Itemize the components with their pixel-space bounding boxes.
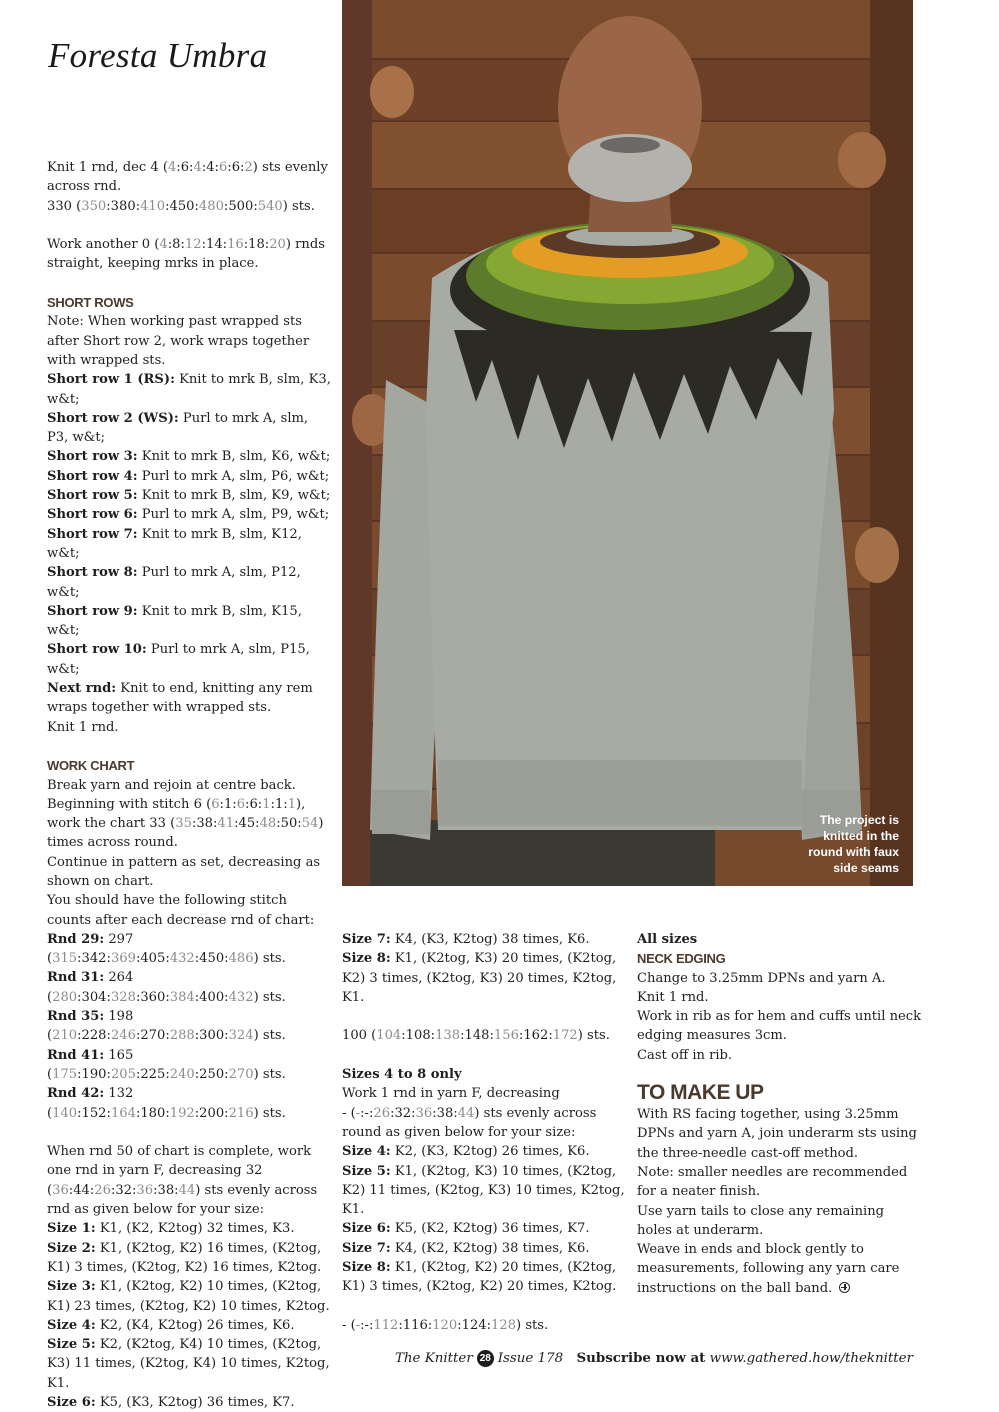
alt-size-value: 192 <box>169 1105 195 1121</box>
text-line: Next rnd: Knit to end, knitting any rem wraps together with wrapped sts. <box>47 681 313 716</box>
page-number: 28 <box>477 1350 494 1367</box>
alt-size-value: 1 <box>287 796 297 812</box>
intro-block <box>47 158 332 216</box>
short-rows-block <box>47 312 332 737</box>
stitch-count-2 <box>342 1316 627 1335</box>
text-line: Note: When working past wrapped sts after Short row 2, work wraps together with wrapped sts. <box>47 314 310 368</box>
text-line: Break yarn and rejoin at centre back. <box>47 777 296 793</box>
bold-label: Short row 10: <box>47 642 147 658</box>
bold-label: Size 4: <box>47 1317 96 1333</box>
text-line: Short row 1 (RS): Knit to mrk B, slm, K3, w&t; <box>47 372 331 407</box>
text-line: Size 3: K1, (K2tog, K2) 10 times, (K2tog, K1) 23 times, (K2tog, K2) 10 times, K2tog. <box>47 1279 330 1314</box>
text-line: - (-:-:112:116:120:124:128) sts. <box>342 1317 549 1333</box>
text-line: Size 4: K2, (K3, K2tog) 26 times, K6. <box>342 1144 590 1160</box>
alt-size-value: 6 <box>211 796 220 812</box>
alt-size-value: 246 <box>110 1028 136 1044</box>
text-line: Short row 9: Knit to mrk B, slm, K15, w&t; <box>47 603 302 639</box>
text-line: You should have the following stitch counts after each decrease rnd of chart: <box>47 893 315 928</box>
bold-label: Size 5: <box>47 1337 96 1353</box>
bold-label: Size 6: <box>342 1221 391 1237</box>
text-line: Work in rib as for hem and cuffs until neck edging measures 3cm. <box>637 1009 922 1044</box>
bold-label: Rnd 31: <box>47 970 105 986</box>
alt-size-value: 140 <box>52 1105 78 1121</box>
alt-size-value: 384 <box>169 989 195 1005</box>
alt-size-value: 44 <box>178 1182 196 1198</box>
bold-label: Size 8: <box>342 951 391 967</box>
bold-label: Rnd 29: <box>47 931 105 947</box>
sweater-photo-illustration <box>342 0 913 886</box>
text-line: Rnd 42: 132 (140:152:164:180:192:200:216) sts. <box>47 1086 286 1121</box>
alt-size-value: 540 <box>257 198 283 214</box>
alt-size-value: 432 <box>228 989 254 1005</box>
alt-size-value: 128 <box>491 1317 517 1333</box>
bold-label: Next rnd: <box>47 681 117 697</box>
text-line: 100 (104:108:138:148:156:162:172) sts. <box>342 1028 610 1044</box>
intro-block-2 <box>47 235 332 274</box>
bold-label: Size 3: <box>47 1279 96 1295</box>
text-line: Short row 2 (WS): Purl to mrk A, slm, P3, w&t; <box>47 410 309 446</box>
bold-label: Short row 1 (RS): <box>47 372 175 388</box>
text-line: Size 6: K5, (K2, K2tog) 36 times, K7. <box>342 1221 590 1237</box>
text-line: Note: smaller needles are recommended for a neater finish. <box>637 1164 908 1200</box>
stitch-count-1 <box>342 1026 627 1045</box>
alt-size-value: 328 <box>110 989 136 1005</box>
text-line: - (-:-:26:32:36:38:44) sts evenly across round as given below for your size: <box>342 1105 597 1140</box>
bold-label: Short row 8: <box>47 565 138 581</box>
column-2 <box>342 930 627 1335</box>
alt-size-value: - <box>355 1317 361 1333</box>
bold-label: Size 5: <box>342 1163 391 1179</box>
text-line: Rnd 35: 198 (210:228:246:270:288:300:324) sts. <box>47 1009 286 1044</box>
text-line: Work 1 rnd in yarn F, decreasing <box>342 1086 560 1102</box>
alt-size-value: 26 <box>373 1105 391 1121</box>
photo-caption: The project is knitted in the round with faux side seams <box>808 813 899 875</box>
alt-size-value: 164 <box>110 1105 136 1121</box>
footer-subscribe <box>576 1350 913 1366</box>
bold-label: Size 2: <box>47 1240 96 1256</box>
bold-label: Size 8: <box>342 1260 391 1276</box>
alt-size-value: 20 <box>269 237 286 253</box>
alt-size-value: 35 <box>175 816 192 832</box>
bold-label: Rnd 41: <box>47 1047 105 1063</box>
bold-label: Short row 3: <box>47 449 138 465</box>
column-3 <box>637 930 922 1298</box>
alt-size-value: 26 <box>94 1182 111 1198</box>
text-line: Size 7: K4, (K2, K2tog) 38 times, K6. <box>342 1240 590 1256</box>
alt-size-value: 16 <box>227 237 244 253</box>
text-line: Work another 0 (4:8:12:14:16:18:20) rnds straight, keeping mrks in place. <box>47 237 325 272</box>
alt-size-value: 324 <box>228 1028 254 1044</box>
alt-size-value: 6 <box>218 160 228 175</box>
alt-size-value: 288 <box>169 1028 195 1044</box>
alt-size-value: 205 <box>110 1066 136 1082</box>
alt-size-value: 240 <box>169 1066 195 1082</box>
text-line: Rnd 29: 297 (315:342:369:405:432:450:486) sts. <box>47 931 286 967</box>
text-line: Knit 1 rnd. <box>47 719 119 735</box>
text-line: Short row 8: Purl to mrk A, slm, P12, w&t; <box>47 565 301 600</box>
alt-size-value: 120 <box>432 1317 458 1333</box>
text-line: Size 7: K4, (K3, K2tog) 38 times, K6. <box>342 932 590 947</box>
alt-size-value: 6 <box>236 796 246 812</box>
alt-size-value: 112 <box>373 1317 399 1333</box>
alt-size-value: 36 <box>136 1182 154 1198</box>
text-line: Short row 6: Purl to mrk A, slm, P9, w&t; <box>47 507 330 523</box>
alt-size-value: 270 <box>228 1066 254 1082</box>
bold-label: Short row 2 (WS): <box>47 410 179 426</box>
sizes-4-8-heading: Sizes 4 to 8 only <box>342 1067 462 1083</box>
article-title: Foresta Umbra <box>48 36 268 75</box>
alt-size-value: 210 <box>52 1028 78 1044</box>
text-line: Size 4: K2, (K4, K2tog) 26 times, K6. <box>47 1317 295 1333</box>
alt-size-value: 44 <box>457 1105 475 1121</box>
text-line: Use yarn tails to close any remaining holes at underarm. <box>637 1203 885 1238</box>
text-line: With RS facing together, using 3.25mm DPNs and yarn A, join underarm sts using the three-needle cast-off method. <box>637 1107 917 1161</box>
text-line: Short row 7: Knit to mrk B, slm, K12, w&t; <box>47 526 302 561</box>
text-line: Size 6: K5, (K3, K2tog) 36 times, K7. <box>47 1395 295 1410</box>
alt-size-value: 175 <box>52 1066 78 1082</box>
alt-size-value: 138 <box>435 1028 461 1044</box>
section-heading-short-rows: SHORT ROWS <box>47 295 134 311</box>
text-line: Size 8: K1, (K2tog, K3) 20 times, (K2tog, K2) 3 times, (K2tog, K3) 20 times, K2tog, K1. <box>342 951 617 1005</box>
alt-size-value: 36 <box>415 1105 433 1121</box>
work-chart-block <box>47 776 332 1123</box>
text-line: Short row 5: Knit to mrk B, slm, K9, w&t; <box>47 488 331 504</box>
text-line: Size 1: K1, (K2, K2tog) 32 times, K3. <box>47 1221 295 1237</box>
alt-size-value: - <box>355 1105 361 1121</box>
text-line: Change to 3.25mm DPNs and yarn A. <box>637 970 886 986</box>
alt-size-value: 48 <box>259 816 277 832</box>
subscribe-link[interactable]: www.gathered.how/theknitter <box>709 1351 913 1366</box>
alt-size-value: 41 <box>217 816 235 832</box>
footer-page-info <box>395 1350 563 1367</box>
column-1 <box>47 158 332 1412</box>
section-heading-neck-edging: NECK EDGING <box>637 951 726 967</box>
alt-size-value: 280 <box>52 989 78 1005</box>
alt-size-value: 104 <box>376 1028 402 1044</box>
text-line: Weave in ends and block gently to measurements, following any yarn care instructions on the ball band. <box>637 1242 900 1296</box>
alt-size-value: 315 <box>52 951 78 967</box>
alt-size-value: 36 <box>52 1182 69 1198</box>
bold-label: Short row 5: <box>47 488 138 504</box>
bold-label: Short row 9: <box>47 603 138 619</box>
subscribe-label: Subscribe now at <box>576 1350 706 1366</box>
bold-label: Size 1: <box>47 1221 96 1237</box>
text-line: Rnd 31: 264 (280:304:328:360:384:400:432) sts. <box>47 970 286 1005</box>
neck-edging-block <box>637 969 922 1065</box>
text-line: Knit 1 rnd. <box>637 989 709 1005</box>
text-line: Short row 10: Purl to mrk A, slm, P15, w&t; <box>47 642 310 677</box>
alt-size-value: 369 <box>110 951 136 967</box>
alt-size-value: 54 <box>301 816 319 832</box>
alt-size-value: 410 <box>140 198 166 214</box>
sizes-4-8-block <box>342 1084 627 1296</box>
rnd50-block <box>47 1142 332 1412</box>
text-line: Short row 4: Purl to mrk A, slm, P6, w&t; <box>47 468 330 484</box>
alt-size-value: 1 <box>262 796 271 812</box>
bold-label: Short row 7: <box>47 526 138 542</box>
text-line: 330 (350:380:410:450:480:500:540) sts. <box>47 198 315 214</box>
text-line: Size 5: K1, (K2tog, K3) 10 times, (K2tog, K2) 11 times, (K2tog, K3) 10 times, K2tog, K1. <box>342 1163 625 1218</box>
text-line: Size 2: K1, (K2tog, K2) 16 times, (K2tog, K1) 3 times, (K2tog, K2) 16 times, K2tog. <box>47 1240 322 1275</box>
issue-number: Issue 178 <box>497 1351 564 1366</box>
alt-size-value: 2 <box>244 160 253 175</box>
alt-size-value: 12 <box>184 237 202 253</box>
text-line: Beginning with stitch 6 (6:1:6:6:1:1:1), work the chart 33 (35:38:41:45:48:50:54) times across round. <box>47 796 324 851</box>
alt-size-value: 172 <box>552 1028 578 1044</box>
alt-size-value: 486 <box>228 951 254 967</box>
bold-label: Rnd 35: <box>47 1009 105 1025</box>
end-mark-icon <box>839 1282 850 1293</box>
bold-label: Short row 4: <box>47 468 138 484</box>
text-line: Size 8: K1, (K2tog, K2) 20 times, (K2tog, K1) 3 times, (K2tog, K2) 20 times, K2tog. <box>342 1260 617 1295</box>
text-line: When rnd 50 of chart is complete, work one rnd in yarn F, decreasing 32 (36:44:26:32:36:38:44) sts evenly across rnd as given below for your size: <box>47 1144 318 1218</box>
alt-size-value: 4 <box>159 237 168 253</box>
bold-label: Short row 6: <box>47 507 138 523</box>
alt-size-value: 350 <box>81 198 107 214</box>
size-7-8-block <box>342 930 627 1007</box>
bold-label: Rnd 42: <box>47 1086 105 1102</box>
alt-size-value: 216 <box>228 1105 254 1121</box>
section-heading-to-make-up: TO MAKE UP <box>637 1081 764 1105</box>
text-line: Cast off in rib. <box>637 1047 733 1063</box>
magazine-name: The Knitter <box>395 1351 473 1366</box>
model-photo <box>342 0 913 886</box>
section-heading-work-chart: WORK CHART <box>47 758 135 774</box>
alt-size-value: 4 <box>167 160 177 175</box>
text-line: Knit 1 rnd, dec 4 (4:6:4:4:6:6:2) sts evenly across rnd. <box>47 160 328 195</box>
alt-size-value: 4 <box>193 160 202 175</box>
bold-label: Size 6: <box>47 1395 96 1410</box>
all-sizes-heading: All sizes <box>637 932 698 947</box>
alt-size-value: 432 <box>169 951 195 967</box>
bold-label: Size 7: <box>342 932 391 947</box>
text-line: Short row 3: Knit to mrk B, slm, K6, w&t; <box>47 449 331 465</box>
alt-size-value: 480 <box>198 198 224 214</box>
bold-label: Size 7: <box>342 1240 391 1256</box>
bold-label: Size 4: <box>342 1144 391 1160</box>
text-line: Size 5: K2, (K2tog, K4) 10 times, (K2tog, K3) 11 times, (K2tog, K4) 10 times, K2tog, K1. <box>47 1337 330 1391</box>
text-line: Continue in pattern as set, decreasing as shown on chart. <box>47 854 321 889</box>
make-up-block <box>637 1105 922 1298</box>
text-line: Rnd 41: 165 (175:190:205:225:240:250:270) sts. <box>47 1047 286 1082</box>
alt-size-value: 156 <box>493 1028 519 1044</box>
